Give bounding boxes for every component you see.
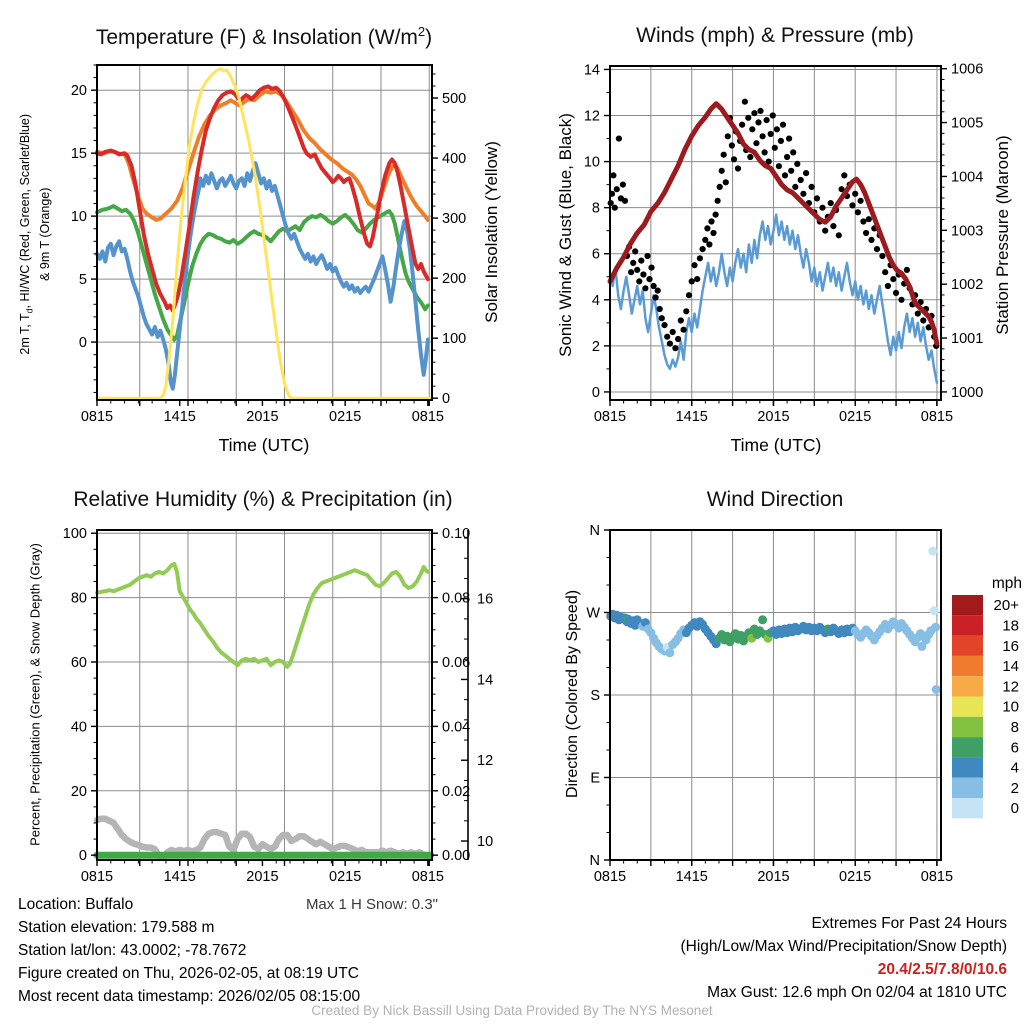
temp-2m-line (97, 86, 428, 310)
y-tick-label: 0.00 (442, 848, 471, 865)
y-tick-label: 0.10 (442, 526, 471, 543)
legend-swatch (952, 798, 983, 818)
legend-swatch (952, 595, 983, 615)
y-tick-label: 1003 (951, 223, 984, 240)
y-tick-label: 1002 (951, 277, 984, 294)
y-tick-label: 0.06 (442, 655, 471, 671)
y-tick-label: 400 (442, 151, 467, 168)
y-tick-label: 2 (591, 338, 600, 355)
y-tick-label: 14 (583, 62, 600, 79)
y-tick-label: 12 (583, 108, 600, 125)
humidity-chart-title: Relative Humidity (%) & Precipitation (in) (73, 488, 453, 511)
y-tick-label: 10 (583, 154, 600, 171)
x-tick-label: 0815 (920, 409, 954, 425)
humidity-precipitation-plot (63, 526, 493, 885)
legend-swatch (952, 676, 983, 696)
x-tick-label: 0215 (839, 869, 872, 885)
y-tick-label: 20 (70, 83, 87, 100)
y-tick-label: 1005 (951, 115, 984, 132)
station-info-block (18, 893, 360, 1008)
y-tick-label: 20 (70, 783, 87, 800)
credit-line: Created By Nick Bassill Using Data Provided By The NYS Mesonet (311, 1003, 713, 1018)
legend-label: 16 (1002, 637, 1019, 655)
wind-direction-chart-title: Wind Direction (706, 488, 844, 511)
snow-tick-label: 12 (477, 753, 494, 770)
x-tick-label: 2015 (757, 409, 790, 425)
direction-left-axis-label: Direction (Colored By Speed) (564, 589, 581, 799)
y-tick-label: E (590, 770, 600, 787)
x-tick-label: 2015 (757, 869, 790, 885)
y-tick-label: S (590, 688, 600, 704)
title-text: ) (425, 26, 433, 49)
x-tick-label: 1415 (163, 409, 196, 425)
station-latlon: Station lat/lon: 43.0002; -78.7672 (18, 942, 247, 959)
y-tick-label: 0 (78, 848, 87, 865)
legend-swatch (952, 636, 983, 656)
max-gust: Max Gust: 12.6 mph On 02/04 at 1810 UTC (707, 984, 1007, 1001)
y-tick-label: 4 (591, 292, 600, 309)
x-tick-label: 0815 (411, 409, 444, 425)
y-tick-label: N (589, 853, 600, 869)
station-location: Location: Buffalo (18, 896, 134, 913)
figure-created: Figure created on Thu, 2026-02-05, at 08:19 UTC (18, 965, 359, 982)
title-text: Temperature (F) & Insolation (W/m (95, 26, 418, 49)
y-tick-label: 15 (70, 146, 87, 163)
legend-label: 2 (1010, 779, 1019, 797)
y-tick-label: 0.08 (442, 590, 471, 607)
legend-label: 20+ (993, 597, 1019, 615)
y-tick-label: 0.02 (442, 783, 471, 800)
legend-swatch (952, 656, 983, 676)
x-tick-label: 0815 (80, 869, 114, 885)
y-tick-label: 1000 (951, 384, 984, 401)
title-superscript: 2 (417, 24, 426, 39)
x-tick-label: 1415 (675, 869, 708, 885)
y-tick-label: 1006 (951, 61, 984, 78)
legend-label: 6 (1010, 739, 1019, 757)
legend-title: mph (991, 575, 1022, 592)
legend-label: 4 (1010, 759, 1019, 777)
y-tick-label: 100 (442, 331, 467, 348)
y-tick-label: 5 (78, 272, 87, 289)
y-tick-label: 60 (70, 655, 87, 671)
speed-color-legend (952, 575, 1022, 818)
relative-humidity-line (97, 564, 428, 667)
y-tick-label: 300 (442, 211, 467, 228)
legend-label: 0 (1010, 800, 1019, 818)
wind-x-axis-label: Time (UTC) (730, 435, 822, 455)
plot-frame (97, 530, 432, 860)
x-tick-label: 0815 (920, 869, 954, 885)
legend-swatch (952, 615, 983, 635)
legend-label: 14 (1002, 658, 1019, 676)
y-tick-label: 10 (70, 209, 87, 226)
legend-label: 8 (1010, 718, 1019, 736)
x-tick-label: 2015 (246, 409, 279, 425)
axis-label-line2: & 9m T (Orange) (37, 187, 52, 281)
x-tick-label: 1415 (163, 869, 196, 885)
legend-label: 12 (1002, 678, 1019, 696)
legend-label: 18 (1002, 617, 1019, 635)
y-tick-label: W (586, 605, 600, 622)
y-tick-label: 0 (78, 335, 87, 352)
insolation-right-axis-label: Solar Insolation (Yellow) (482, 141, 501, 323)
wind-chill-line (97, 163, 428, 389)
wind-left-axis-label: Sonic Wind & Gust (Blue, Black) (556, 113, 575, 357)
snow-tick-label: 16 (477, 591, 494, 608)
x-tick-label: 0215 (329, 869, 362, 885)
winds-chart-title: Winds (mph) & Pressure (mb) (636, 24, 914, 47)
x-tick-label: 0815 (411, 869, 444, 885)
temperature-x-axis-label: Time (UTC) (218, 435, 310, 455)
y-tick-label: 1001 (951, 331, 984, 348)
y-tick-label: 500 (442, 91, 467, 108)
legend-swatch (952, 737, 983, 757)
x-tick-label: 1415 (675, 409, 708, 425)
temperature-left-axis-label (18, 64, 53, 404)
extremes-values: 20.4/2.5/7.8/0/10.6 (877, 961, 1007, 978)
x-tick-label: 0215 (839, 409, 872, 425)
extremes-title: Extremes For Past 24 Hours (811, 915, 1007, 932)
y-tick-label: 0.04 (442, 719, 471, 736)
x-tick-label: 0815 (593, 869, 627, 885)
y-tick-label: 80 (70, 590, 87, 607)
y-tick-label: 40 (70, 719, 87, 736)
pressure-right-axis-label: Station Pressure (Maroon) (993, 135, 1012, 335)
legend-swatch (952, 717, 983, 737)
data-timestamp: Most recent data timestamp: 2026/02/05 08:15:00 (18, 988, 361, 1005)
y-tick-label: 200 (442, 271, 467, 288)
y-tick-label: 100 (62, 526, 87, 543)
y-tick-label: 0 (591, 384, 600, 401)
axis-label-line1: 2m T, $T_d$, HI/WC (Red, Green, Scarlet/Blue) (17, 113, 35, 355)
x-tick-label: 2015 (246, 869, 279, 885)
snow-tick-label: 10 (477, 834, 494, 851)
temperature-chart-title (34, 24, 494, 50)
max-snow-annotation: Max 1 H Snow: 0.3" (305, 896, 438, 913)
extremes-subtitle: (High/Low/Max Wind/Precipitation/Snow Depth) (680, 938, 1007, 955)
x-tick-label: 0815 (80, 409, 114, 425)
y-tick-label: N (589, 523, 600, 539)
legend-swatch (952, 697, 983, 717)
x-tick-label: 0815 (593, 409, 627, 425)
wind-direction-plot (586, 523, 1022, 885)
snow-tick-label: 14 (477, 672, 494, 689)
extremes-block (506, 912, 1007, 1004)
legend-swatch (952, 778, 983, 798)
x-tick-label: 0215 (329, 409, 362, 425)
temperature-insolation-plot (71, 65, 466, 425)
y-tick-label: 0 (442, 391, 451, 408)
station-elevation: Station elevation: 179.588 m (18, 919, 215, 936)
winds-pressure-plot (584, 62, 983, 425)
solar-insolation-line (97, 69, 432, 399)
y-tick-label: 8 (591, 200, 600, 217)
legend-swatch (952, 757, 983, 777)
legend-label: 10 (1002, 698, 1019, 716)
humidity-left-axis-label: Percent, Precipitation (Green), & Snow Depth (Gray) (27, 543, 43, 846)
y-tick-label: 1004 (951, 169, 984, 186)
y-tick-label: 6 (591, 246, 600, 263)
